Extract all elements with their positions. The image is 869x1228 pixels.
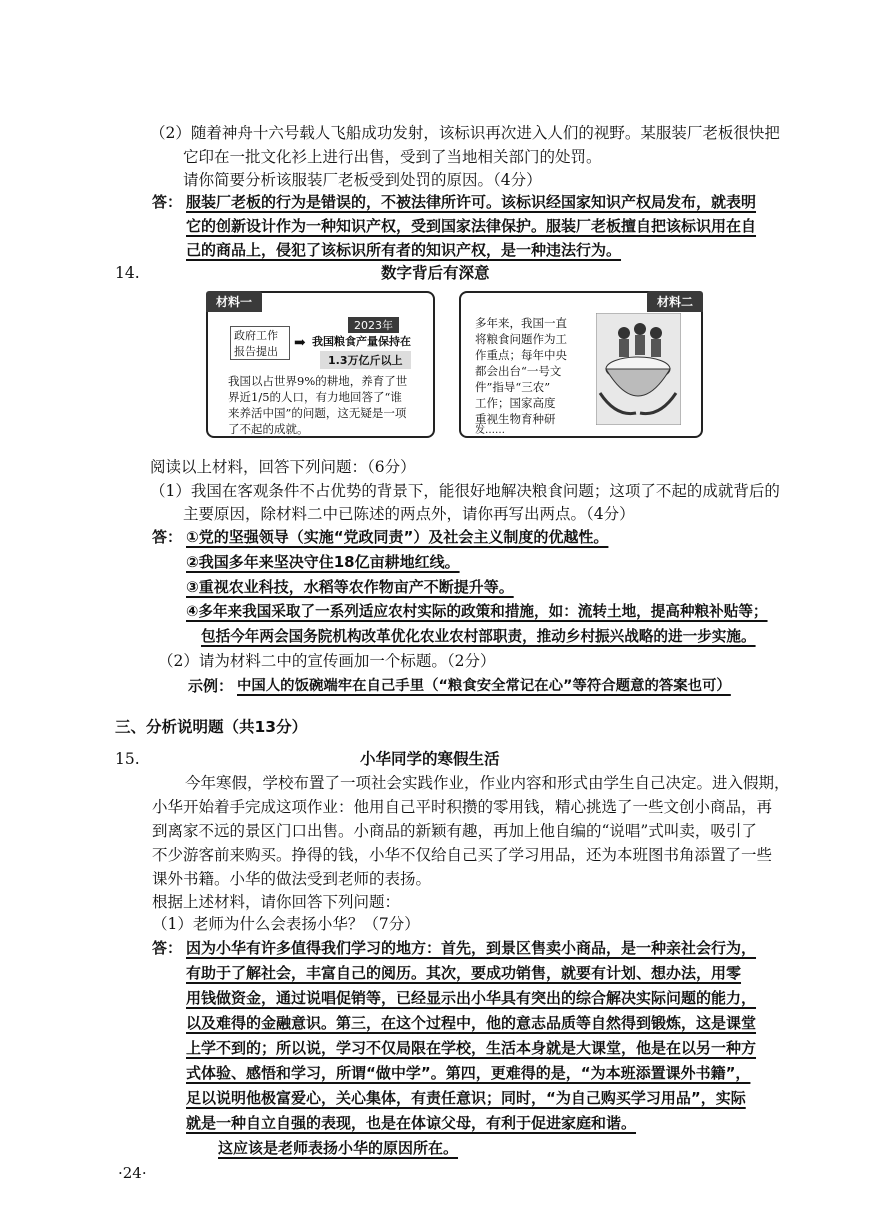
arrow-right-icon: ➡ bbox=[294, 335, 306, 351]
answer-15-1-line5: 上学不到的；所以说，学习不仅局限在学校，生活本身就是大课堂，他是在以另一种方 bbox=[186, 1039, 757, 1057]
q15-passage-line2: 小华开始着手完成这项作业：他用自己平时积攒的零用钱，精心挑选了一些文创小商品，再 bbox=[152, 798, 773, 816]
rice-bowl-poster bbox=[596, 313, 681, 425]
question-14-title: 数字背后有深意 bbox=[381, 264, 490, 282]
question-14-2: （2）请为材料二中的宣传画加一个标题。（2分） bbox=[158, 652, 496, 670]
answer-14-1-line5: 包括今年两会国务院机构改革优化农业农村部职责，推动乡村振兴战略的进一步实施。 bbox=[201, 628, 756, 645]
material-1-text-1: 我国以占世界9%的耕地，养育了世 bbox=[228, 374, 408, 388]
material-1-text-4: 了不起的成就。 bbox=[228, 422, 309, 436]
material-2-text-4: 都会出台“一号文 bbox=[475, 364, 562, 378]
answer-15-1-line9: 这应该是老师表扬小华的原因所在。 bbox=[218, 1139, 459, 1157]
material-2-text-2: 将粮食问题作为工 bbox=[475, 332, 567, 346]
answer-label: 答： bbox=[152, 939, 183, 957]
question-14-intro: 阅读以上材料，回答下列问题：（6分） bbox=[150, 458, 416, 476]
question-13-2-line3: 请你简要分析该服装厂老板受到处罚的原因。（4分） bbox=[183, 171, 542, 189]
example-answer: 中国人的饭碗端牢在自己手里（“粮食安全常记在心”等符合题意的答案也可） bbox=[237, 678, 731, 694]
page-number: ·24· bbox=[118, 1164, 147, 1182]
material-2-text-3: 作重点；每年中央 bbox=[475, 348, 567, 362]
year-badge: 2023年 bbox=[348, 317, 399, 333]
answer-15-1-line3: 用钱做资金，通过说唱促销等，已经显示出小华具有突出的综合解决实际问题的能力， bbox=[186, 989, 757, 1007]
question-14-1-line1: （1）我国在客观条件不占优势的背景下，能很好地解决粮食问题；这项了不起的成就背后的 bbox=[150, 482, 780, 500]
question-15-number: 15. bbox=[115, 750, 140, 768]
answer-13-2-line2: 它的创新设计作为一种知识产权，受到国家法律保护。服装厂老板擅自把该标识用在自 bbox=[186, 217, 757, 235]
material-2-text-8: 发…… bbox=[475, 425, 505, 436]
example-label: 示例： bbox=[188, 677, 234, 695]
answer-13-2-line1: 服装厂老板的行为是错误的，不被法律所许可。该标识经国家知识产权局发布，就表明 bbox=[186, 193, 757, 211]
answer-15-1-line7: 足以说明他极富爱心，关心集体，有责任意识；同时，“为自己购买学习用品”，实际 bbox=[186, 1089, 746, 1107]
material-2-text-1: 多年来，我国一直 bbox=[475, 316, 567, 330]
question-13-2-line1: （2）随着神舟十六号载人飞船成功发射，该标识再次进入人们的视野。某服装厂老板很快把 bbox=[150, 124, 780, 142]
material-1-tag: 材料一 bbox=[206, 291, 262, 312]
gov-report-label: 政府工作报告提出 bbox=[230, 326, 290, 360]
material-2-text-5: 件”指导“三农” bbox=[475, 380, 551, 394]
answer-15-1-line4: 以及难得的金融意识。第三，在这个过程中，他的意志品质等自然得到锻炼，这是课堂 bbox=[186, 1014, 757, 1032]
answer-label: 答： bbox=[152, 528, 183, 546]
q15-intro: 根据上述材料，请你回答下列问题： bbox=[152, 893, 401, 911]
answer-15-1-line6: 式体验、感悟和学习，所谓“做中学”。第四，更难得的是，“为本班添置课外书籍”， bbox=[186, 1064, 751, 1082]
q15-passage-line5: 课外书籍。小华的做法受到老师的表扬。 bbox=[152, 870, 432, 888]
material-2-text-7: 重视生物育种研 bbox=[475, 412, 556, 426]
material-2-tag: 材料二 bbox=[647, 291, 703, 312]
answer-13-2-line3: 己的商品上，侵犯了该标识所有者的知识产权，是一种违法行为。 bbox=[186, 241, 622, 259]
material-1-text-2: 界近1/5的人口，有力地回答了“谁 bbox=[228, 390, 402, 404]
answer-label: 答： bbox=[152, 193, 183, 211]
question-15-title: 小华同学的寒假生活 bbox=[360, 750, 500, 768]
answer-15-1-line1: 因为小华有许多值得我们学习的地方：首先，到景区售卖小商品，是一种亲社会行为， bbox=[186, 939, 757, 957]
answer-15-1-line8: 就是一种自立自强的表现，也是在体谅父母，有利于促进家庭和谐。 bbox=[186, 1114, 637, 1132]
answer-14-1-line4: ④多年来我国采取了一系列适应农村实际的政策和措施，如：流转土地，提高种粮补贴等； bbox=[186, 603, 768, 620]
grain-output-value: 1.3万亿斤以上 bbox=[320, 351, 411, 369]
material-1-text-3: 来养活中国”的问题，这无疑是一项 bbox=[228, 406, 407, 420]
section-3-heading: 三、分析说明题（共13分） bbox=[115, 718, 308, 736]
answer-14-1-line1: ①党的坚强领导（实施“党政同责”）及社会主义制度的优越性。 bbox=[186, 528, 609, 546]
q15-passage-line3: 到离家不远的景区门口出售。小商品的新颖有趣，再加上他自编的“说唱”式叫卖，吸引了 bbox=[152, 822, 757, 840]
question-14-1-line2: 主要原因，除材料二中已陈述的两点外，请你再写出两点。（4分） bbox=[183, 505, 635, 523]
question-15-1: （1）老师为什么会表扬小华？（7分） bbox=[152, 915, 420, 933]
material-2-box bbox=[459, 291, 703, 438]
question-13-2-line2: 它印在一批文化衫上进行出售，受到了当地相关部门的处罚。 bbox=[183, 148, 602, 166]
answer-15-1-line2: 有助于了解社会，丰富自己的阅历。其次，要成功销售，就要有计划、想办法，用零 bbox=[186, 964, 742, 982]
answer-14-1-line2: ②我国多年来坚决守住18亿亩耕地红线。 bbox=[186, 553, 460, 571]
q15-passage-line4: 不少游客前来购买。挣得的钱，小华不仅给自己买了学习用品，还为本班图书角添置了一些 bbox=[152, 846, 773, 864]
question-14-number: 14. bbox=[115, 264, 140, 282]
grain-output-label: 我国粮食产量保持在 bbox=[312, 335, 411, 348]
material-2-text-6: 工作；国家高度 bbox=[475, 396, 556, 410]
q15-passage-line1: 今年寒假，学校布置了一项社会实践作业，作业内容和形式由学生自己决定。进入假期， bbox=[185, 774, 790, 792]
answer-14-1-line3: ③重视农业科技，水稻等农作物亩产不断提升等。 bbox=[186, 578, 514, 596]
material-1-box bbox=[206, 291, 435, 438]
